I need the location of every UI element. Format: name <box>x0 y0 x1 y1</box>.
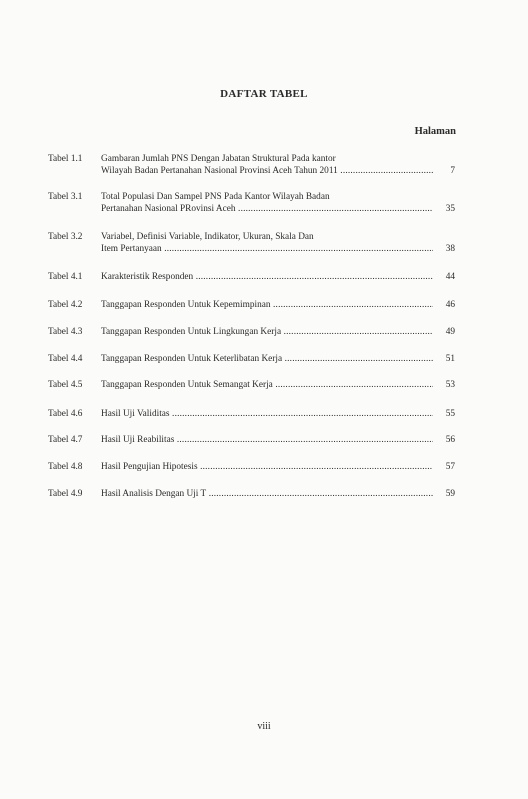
caption-line: Hasil Pengujian Hipotesis ..... <box>101 461 433 473</box>
page-ref: 38 <box>445 244 455 254</box>
page-ref: 57 <box>445 462 455 472</box>
table-number: Tabel 4.8 <box>48 462 83 472</box>
caption-line: Hasil Uji Reabilitas ..... <box>101 434 433 446</box>
table-number: Tabel 3.2 <box>48 232 83 242</box>
table-number: Tabel 4.5 <box>48 380 83 390</box>
table-caption <box>101 326 433 338</box>
table-number: Tabel 4.7 <box>48 435 83 445</box>
caption-line: Total Populasi Dan Sampel PNS Pada Kantor Wilayah Badan <box>101 192 330 202</box>
caption-line: Pertanahan Nasional PRovinsi Aceh ..... <box>101 203 433 215</box>
table-number: Tabel 4.6 <box>48 409 83 419</box>
table-caption <box>101 434 433 446</box>
page-ref: 56 <box>445 435 455 445</box>
page-ref: 44 <box>445 272 455 282</box>
table-caption <box>101 271 433 283</box>
caption-line: Hasil Uji Validitas ..... <box>101 408 433 420</box>
page-ref: 7 <box>450 166 455 176</box>
caption-line: Wilayah Badan Pertanahan Nasional Provinsi Aceh Tahun 2011 ..... <box>101 165 433 177</box>
caption-line: Gambaran Jumlah PNS Dengan Jabatan Struktural Pada kantor <box>101 154 336 164</box>
table-caption <box>101 299 433 311</box>
table-number: Tabel 4.3 <box>48 327 83 337</box>
page-ref: 51 <box>445 354 455 364</box>
table-number: Tabel 4.2 <box>48 300 83 310</box>
table-caption <box>101 153 433 177</box>
table-number: Tabel 4.9 <box>48 489 83 499</box>
table-number: Tabel 4.1 <box>48 272 83 282</box>
caption-line: Tanggapan Responden Untuk Kepemimpinan ..... <box>101 299 433 311</box>
caption-line: Item Pertanyaan ..... <box>101 243 433 255</box>
caption-line: Hasil Analisis Dengan Uji T ..... <box>101 488 433 500</box>
table-caption <box>101 488 433 500</box>
page-column-header: Halaman <box>414 126 456 137</box>
page-ref: 46 <box>445 300 455 310</box>
page-ref: 59 <box>445 489 455 499</box>
caption-line: Tanggapan Responden Untuk Lingkungan Kerja ..... <box>101 326 433 338</box>
table-caption <box>101 353 433 365</box>
table-caption <box>101 461 433 473</box>
table-number: Tabel 4.4 <box>48 354 83 364</box>
page-title: DAFTAR TABEL <box>220 88 308 100</box>
table-caption <box>101 231 433 255</box>
table-number: Tabel 3.1 <box>48 192 83 202</box>
page-number: viii <box>257 721 271 732</box>
table-caption <box>101 379 433 391</box>
caption-line: Variabel, Definisi Variable, Indikator, Ukuran, Skala Dan <box>101 232 314 242</box>
page-ref: 35 <box>445 204 455 214</box>
caption-line: Tanggapan Responden Untuk Semangat Kerja ..... <box>101 379 433 391</box>
caption-line: Tanggapan Responden Untuk Keterlibatan Kerja ..... <box>101 353 433 365</box>
table-number: Tabel 1.1 <box>48 154 83 164</box>
table-caption <box>101 408 433 420</box>
page-ref: 49 <box>445 327 455 337</box>
table-caption <box>101 191 433 215</box>
caption-line: Karakteristik Responden ..... <box>101 271 433 283</box>
page-ref: 53 <box>445 380 455 390</box>
page-ref: 55 <box>445 409 455 419</box>
